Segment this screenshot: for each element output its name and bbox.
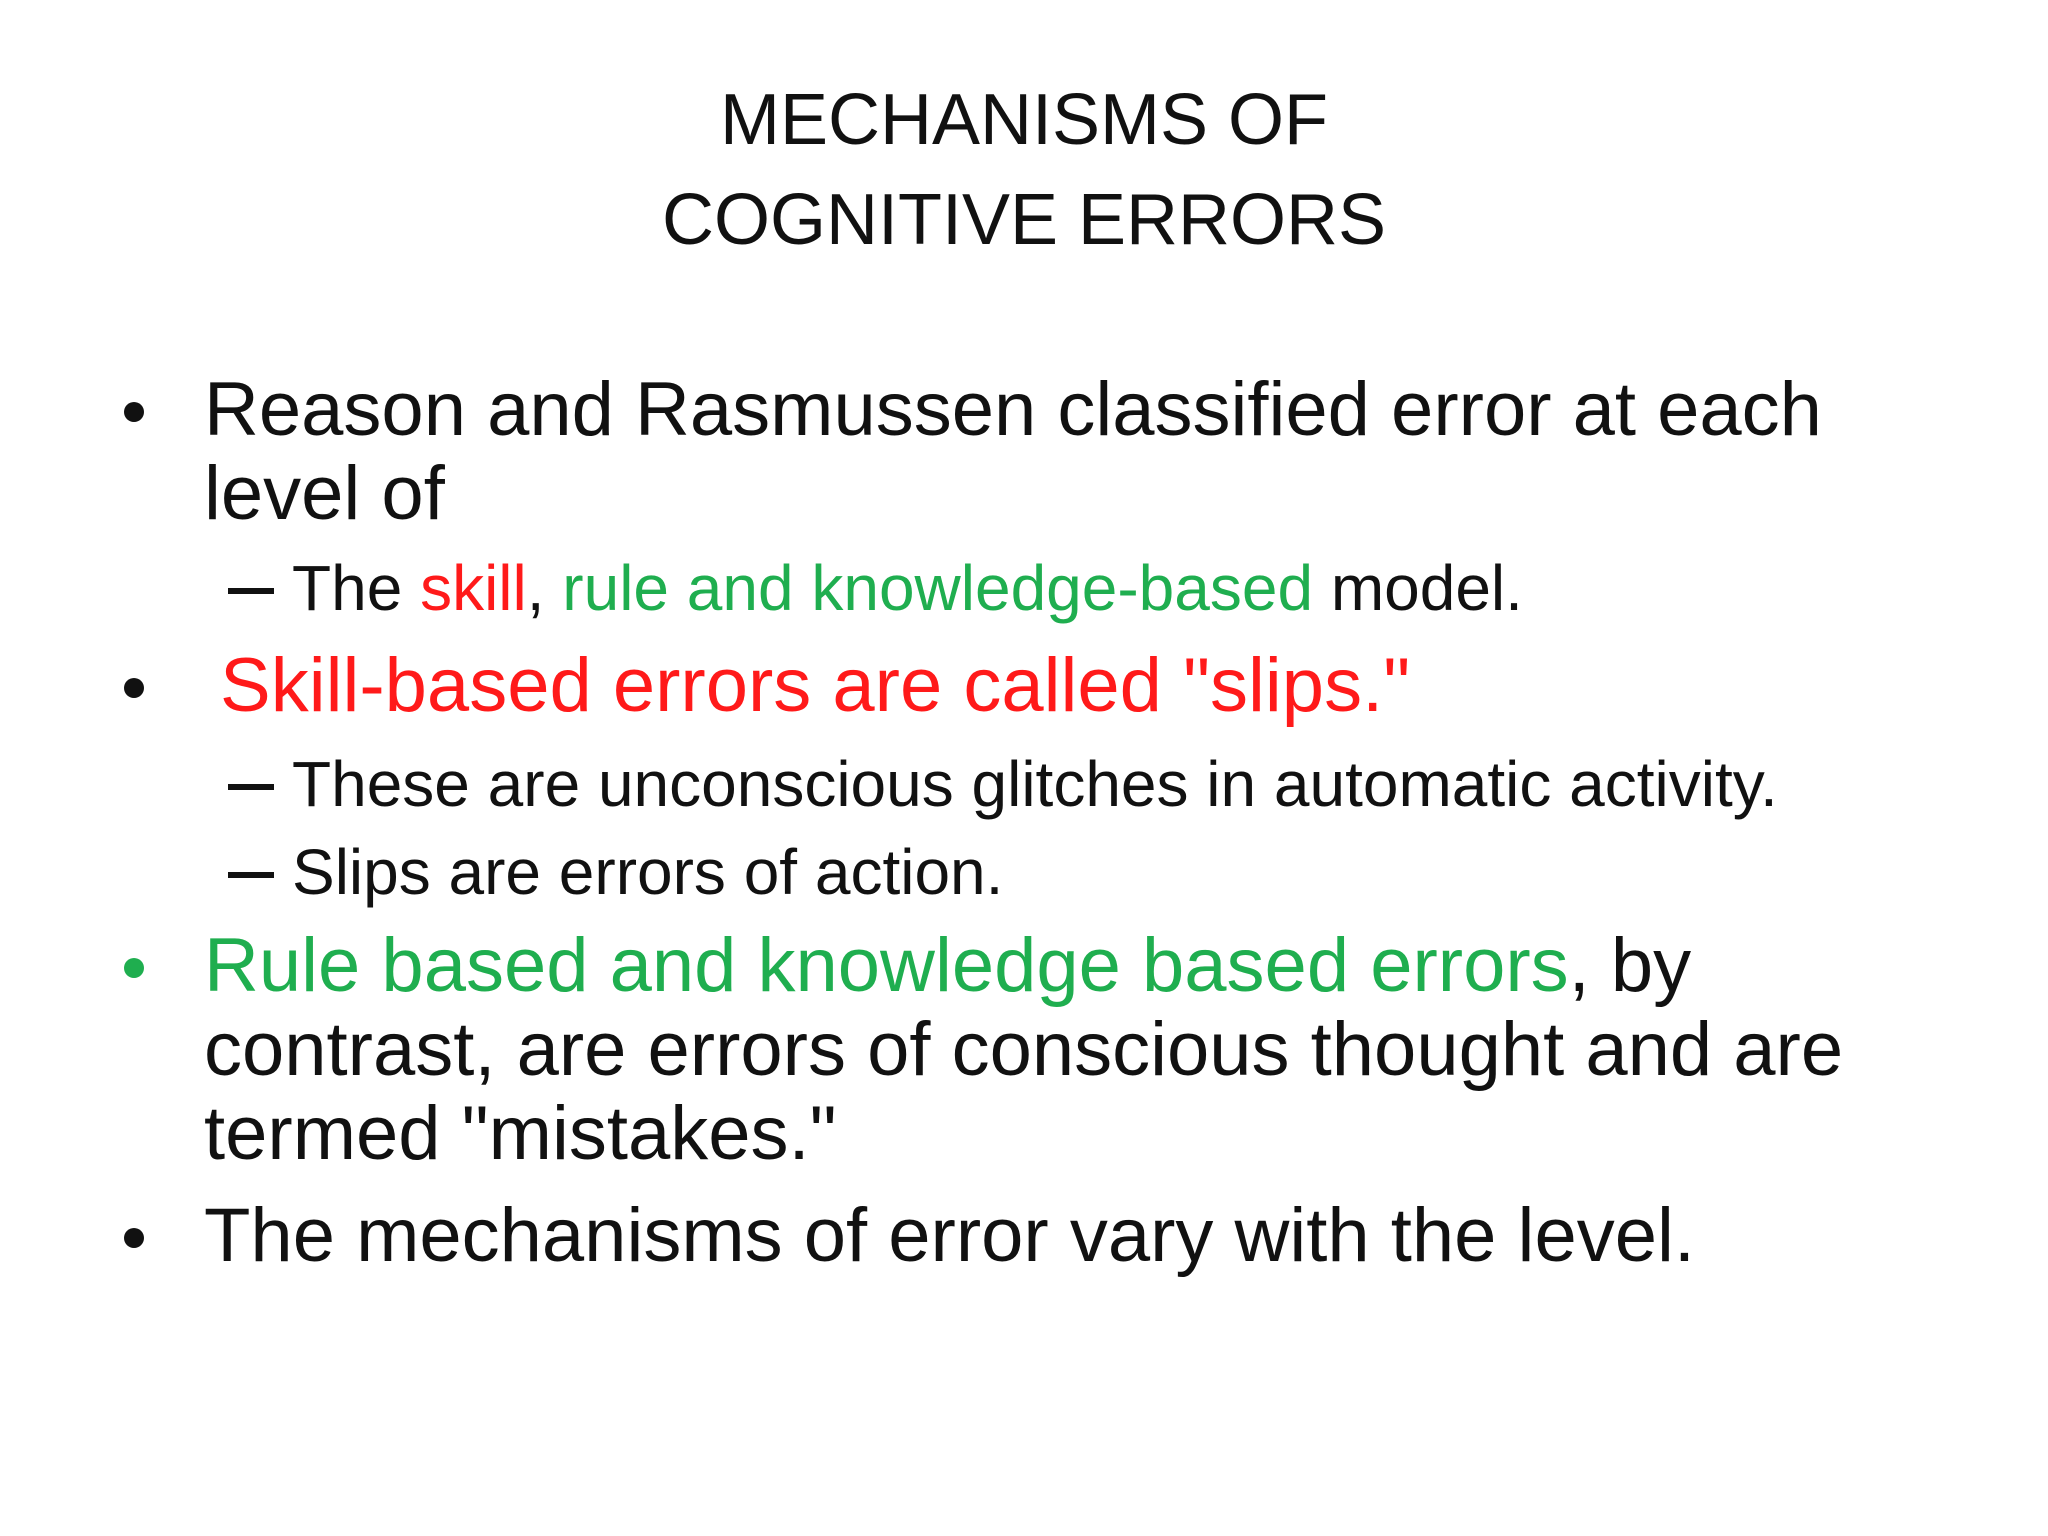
bullet-3-line-3: termed "mistakes." [204,1091,837,1176]
sub-text-comma: , [526,552,563,624]
dash-icon [228,872,274,878]
sub-text-model: model. [1313,552,1523,624]
bullet-3-black-text: , by [1568,923,1692,1008]
sub-bullet-unconscious: These are unconscious glitches in automatic activity. [292,748,1778,820]
dash-icon [228,784,274,790]
bullet-3-green-text: Rule based and knowledge based errors [204,923,1569,1008]
bullet-1-line-1: Reason and Rasmussen classified error at each [204,367,1822,452]
bullet-icon [124,958,144,978]
dash-icon [228,588,274,594]
title-line-2: COGNITIVE ERRORS [661,180,1387,260]
sub-bullet-action: Slips are errors of action. [292,836,1004,908]
bullet-3-line-1 [204,924,1691,1008]
sub-text-the: The [292,552,421,624]
bullet-3-line-2: contrast, are errors of conscious thought and are [204,1007,1844,1092]
sub-text-rule-knowledge: rule and knowledge-based [562,552,1314,624]
bullet-2-line-1: Skill-based errors are called "slips." [220,643,1411,728]
title-line-1: MECHANISMS OF [719,80,1329,160]
bullet-4-line-1: The mechanisms of error vary with the level. [204,1193,1695,1278]
bullet-icon [124,1228,144,1248]
bullet-icon [124,402,144,422]
sub-text-skill: skill [420,552,527,624]
bullet-1-line-2: level of [204,451,445,536]
bullet-icon [124,678,144,698]
sub-bullet-model [292,552,1523,624]
